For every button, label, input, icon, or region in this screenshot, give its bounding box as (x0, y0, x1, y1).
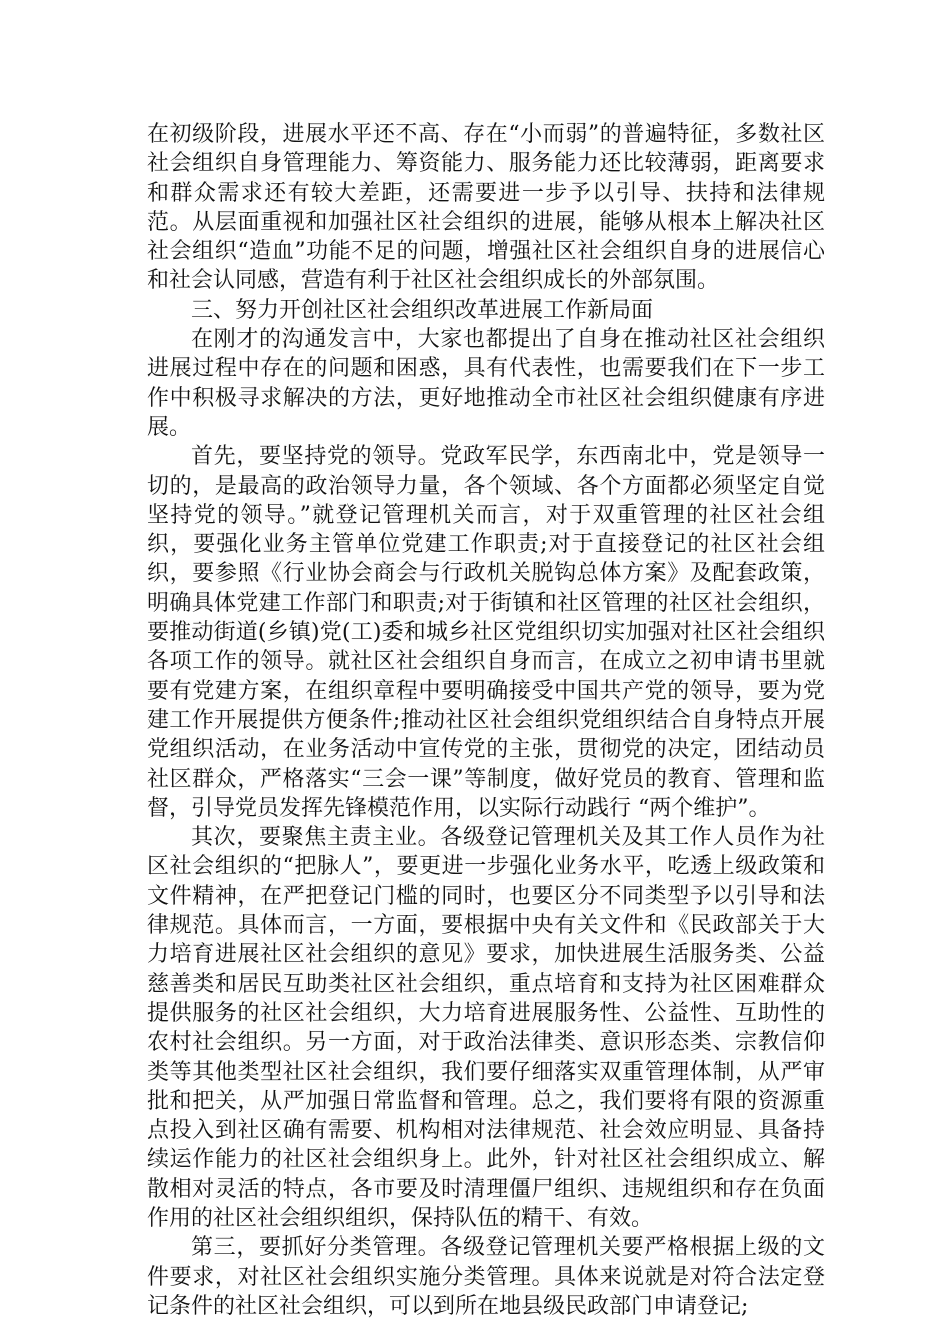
paragraph-main-responsibility: 其次，要聚焦主责主业。各级登记管理机关及其工作人员作为社区社会组织的“把脉人”，要更进一步强化业务水平，吃透上级政策和文件精神，在严把登记门槛的同时，也要区分不同类型予以引导和法律规范。具体而言，一方面，要根据中央有关文件和《民政部关于大力培育进展社区社会组织的意见》要求，加快进展生活服务类、公益慈善类和居民互助类社区社会组织，重点培育和支持为社区困难群众提供服务的社区社会组织，大力培育进展服务性、公益性、互助性的农村社会组织。另一方面，对于政治法律类、意识形态类、宗教信仰类等其他类型社区社会组织，我们要仔细落实双重管理体制，从严审批和把关，从严加强日常监督和管理。总之，我们要将有限的资源重点投入到社区确有需要、机构相对法律规范、社会效应明显、具备持续运作能力的社区社会组织身上。此外，针对社区社会组织成立、解散相对灵活的特点，各市要及时清理僵尸组织、违规组织和存在负面作用的社区社会组织组织，保持队伍的精干、有效。 (147, 825, 825, 1231)
paragraph-classified-management: 第三，要抓好分类管理。各级登记管理机关要严格根据上级的文件要求，对社区社会组织实施分类管理。具体来说就是对符合法定登记条件的社区社会组织，可以到所在地县级民政部门申请登记; (147, 1235, 825, 1319)
paragraph-continuation: 在初级阶段，进展水平还不高、存在“小而弱”的普遍特征，多数社区社会组织自身管理能力、筹资能力、服务能力还比较薄弱，距离要求和群众需求还有较大差距，还需要进一步予以引导、扶持和法律规范。从层面重视和加强社区社会组织的进展，能够从根本上解决社区社会组织“造血”功能不足的问题，增强社区社会组织自身的进展信心和社会认同感，营造有利于社区社会组织成长的外部氛围。 (147, 122, 825, 294)
paragraph-intro: 在刚才的沟通发言中，大家也都提出了自身在推动社区社会组织进展过程中存在的问题和困惑，具有代表性，也需要我们在下一步工作中积极寻求解决的方法，更好地推动全市社区社会组织健康有序进展。 (147, 327, 825, 440)
section-heading-3: 三、努力开创社区社会组织改革进展工作新局面 (191, 297, 654, 323)
document-body (147, 120, 825, 1321)
paragraph-party-leadership: 首先，要坚持党的领导。党政军民学，东西南北中，党是领导一切的，是最高的政治领导力量，各个领域、各个方面都必须坚定自觉坚持党的领导。”就登记管理机关而言，对于双重管理的社区社会组织，要强化业务主管单位党建工作职责;对于直接登记的社区社会组织，要参照《行业协会商会与行政机关脱钩总体方案》及配套政策，明确具体党建工作部门和职责;对于街镇和社区管理的社区社会组织，要推动街道(乡镇)党(工)委和城乡社区党组织切实加强对社区社会组织各项工作的领导。就社区社会组织自身而言，在成立之初申请书里就要有党建方案，在组织章程中要明确接受中国共产党的领导，要为党建工作开展提供方便条件;推动社区社会组织党组织结合自身特点开展党组织活动，在业务活动中宣传党的主张，贯彻党的决定，团结动员社区群众，严格落实“三会一课”等制度，做好党员的教育、管理和监督，引导党员发挥先锋模范作用，以实际行动践行 “两个维护”。 (147, 444, 825, 821)
